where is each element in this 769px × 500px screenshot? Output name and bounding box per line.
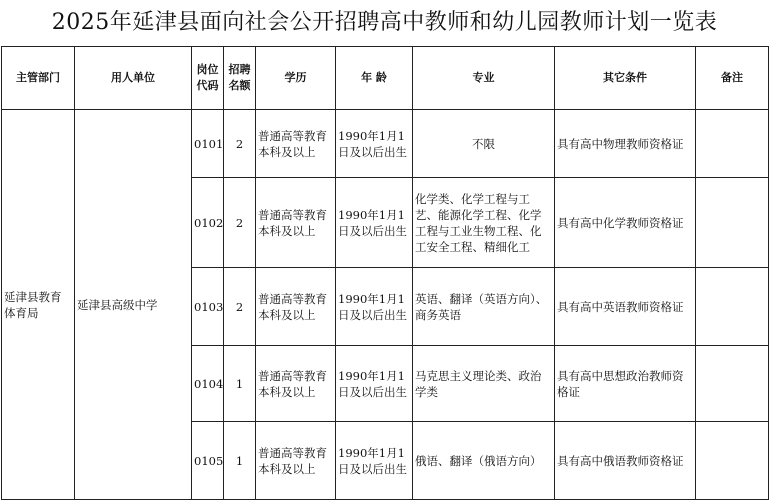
note-cell <box>696 178 769 268</box>
table-row <box>2 110 769 178</box>
age-cell: 1990年1月1日及以后出生 <box>336 268 413 346</box>
other-conditions-cell: 具有高中化学教师资格证 <box>555 178 696 268</box>
other-conditions-cell: 具有高中英语教师资格证 <box>555 268 696 346</box>
count-cell: 2 <box>224 268 256 346</box>
other-conditions-cell: 具有高中俄语教师资格证 <box>555 422 696 500</box>
unit-cell: 延津县高级中学 <box>75 110 192 500</box>
other-conditions-cell: 具有高中思想政治教师资格证 <box>555 346 696 422</box>
dept-cell: 延津县教育体育局 <box>2 110 75 500</box>
page-title: 2025年延津县面向社会公开招聘高中教师和幼儿园教师计划一览表 <box>51 10 718 35</box>
code-cell: 0101 <box>192 110 224 178</box>
age-cell: 1990年1月1日及以后出生 <box>336 346 413 422</box>
other-conditions-cell: 具有高中物理教师资格证 <box>555 110 696 178</box>
note-cell <box>696 346 769 422</box>
note-cell <box>696 422 769 500</box>
note-cell <box>696 110 769 178</box>
count-cell: 2 <box>224 110 256 178</box>
header-major: 专业 <box>413 47 555 110</box>
code-cell: 0105 <box>192 422 224 500</box>
code-cell: 0104 <box>192 346 224 422</box>
header-education: 学历 <box>256 47 336 110</box>
major-cell: 俄语、翻译（俄语方向） <box>413 422 555 500</box>
education-cell: 普通高等教育本科及以上 <box>256 110 336 178</box>
header-age: 年 龄 <box>336 47 413 110</box>
note-cell <box>696 268 769 346</box>
age-cell: 1990年1月1日及以后出生 <box>336 178 413 268</box>
major-cell: 英语、翻译（英语方向）、商务英语 <box>413 268 555 346</box>
education-cell: 普通高等教育本科及以上 <box>256 346 336 422</box>
major-cell: 化学类、化学工程与工艺、能源化学工程、化学工程与工业生物工程、化工安全工程、精细化工 <box>413 178 555 268</box>
age-cell: 1990年1月1日及以后出生 <box>336 422 413 500</box>
code-cell: 0103 <box>192 268 224 346</box>
count-cell: 2 <box>224 178 256 268</box>
header-unit: 用人单位 <box>75 47 192 110</box>
recruitment-plan-table <box>1 46 769 500</box>
education-cell: 普通高等教育本科及以上 <box>256 422 336 500</box>
major-cell: 马克思主义理论类、政治学类 <box>413 346 555 422</box>
header-note: 备注 <box>696 47 769 110</box>
age-cell: 1990年1月1日及以后出生 <box>336 110 413 178</box>
count-cell: 1 <box>224 422 256 500</box>
header-code: 岗位代码 <box>192 47 224 110</box>
table-header-row <box>2 47 769 110</box>
education-cell: 普通高等教育本科及以上 <box>256 178 336 268</box>
major-cell: 不限 <box>413 110 555 178</box>
header-count: 招聘名额 <box>224 47 256 110</box>
header-other-conditions: 其它条件 <box>555 47 696 110</box>
code-cell: 0102 <box>192 178 224 268</box>
education-cell: 普通高等教育本科及以上 <box>256 268 336 346</box>
header-dept: 主管部门 <box>2 47 75 110</box>
count-cell: 1 <box>224 346 256 422</box>
